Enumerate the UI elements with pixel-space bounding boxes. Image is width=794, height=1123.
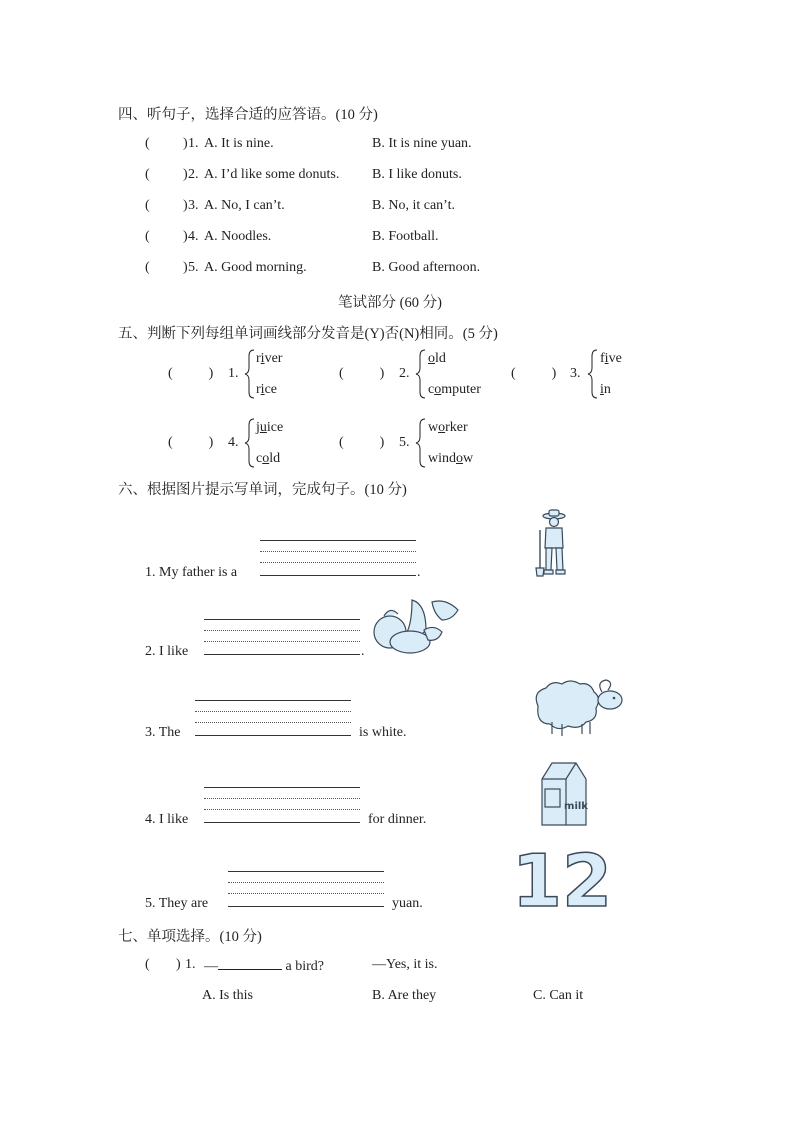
sentence-end: for dinner. [368,812,427,827]
option-b: B. Good afternoon. [372,260,481,275]
written-part-title: 笔试部分 (60 分) [338,295,442,311]
number-12-label: 12 [511,839,613,923]
sentence-end: . [361,644,365,659]
question-number: 2. [188,167,199,182]
option-a: A. Noodles. [204,229,272,244]
sentence-end: yuan. [392,896,423,911]
word-top: five [600,351,622,366]
sheep-picture [530,678,626,738]
group-number: 3. [570,366,581,381]
option-b: B. Are they [372,988,437,1003]
four-line-writing-field[interactable] [204,785,360,825]
word-bottom: cold [256,451,281,466]
option-b: B. No, it can’t. [372,198,455,213]
answer-paren: ( ) [511,366,557,381]
option-b: B. It is nine yuan. [372,136,472,151]
word-top: river [256,351,283,366]
answer-paren: ( ) [339,366,385,381]
answer-paren-open: ( [145,198,150,213]
question-number: 1. [185,957,196,972]
milk-carton-picture [538,761,590,829]
answer-blank[interactable] [218,957,282,970]
group-number: 5. [399,435,410,450]
answer-paren-close: ) [183,260,188,275]
option-a: A. Good morning. [204,260,307,275]
word-top: worker [428,420,468,435]
word-bottom: window [428,451,474,466]
vegetables-picture [372,594,462,658]
answer-paren: ( ) [339,435,385,450]
option-c: C. Can it [533,988,584,1003]
word-bottom: in [600,382,611,397]
brace-5 [416,419,425,467]
answer-paren-close: ) [183,167,188,182]
option-a: A. I’d like some donuts. [204,167,340,182]
word-top: old [428,351,446,366]
answer-paren: ( ) [168,366,214,381]
word-top: juice [256,420,284,435]
section7-heading: 七、单项选择。(10 分) [118,929,262,945]
question-response: —Yes, it is. [372,957,438,972]
milk-label: milk [564,801,588,812]
answer-paren-open: ( [145,229,150,244]
answer-paren-open: ( [145,167,150,182]
question-number: 4. [188,229,199,244]
option-b: B. Football. [372,229,439,244]
answer-paren-close: ) [183,136,188,151]
option-b: B. I like donuts. [372,167,462,182]
sentence-end: . [417,565,421,580]
question-number: 5. [188,260,199,275]
brace-2 [416,350,425,398]
answer-paren: ( ) [168,435,214,450]
sentence-start: 5. They are [145,896,209,911]
answer-paren-close: ) [183,198,188,213]
option-a: A. It is nine. [204,136,274,151]
sentence-end: is white. [359,725,407,740]
group-number: 2. [399,366,410,381]
brace-1 [245,350,254,398]
farmer-picture [530,508,574,580]
sentence-start: 3. The [145,725,181,740]
four-line-writing-field[interactable] [195,698,351,738]
option-a: A. Is this [202,988,253,1003]
answer-paren-close: ) [183,229,188,244]
word-bottom: rice [256,382,277,397]
section6-heading: 六、根据图片提示写单词，完成句子。(10 分) [118,482,407,498]
group-number: 4. [228,435,239,450]
section5-heading: 五、判断下列每组单词画线部分发音是(Y)否(N)相同。(5 分) [118,326,498,342]
sentence-start: 2. I like [145,644,189,659]
question-stem: — a bird? [204,959,324,974]
sentence-start: 4. I like [145,812,189,827]
word-bottom: computer [428,382,481,397]
four-line-writing-field[interactable] [260,538,416,578]
answer-paren-open: ( [145,957,150,972]
option-a: A. No, I can’t. [204,198,285,213]
answer-paren-open: ( [145,260,150,275]
four-line-writing-field[interactable] [228,869,384,909]
section4-heading: 四、听句子，选择合适的应答语。(10 分) [118,107,378,123]
group-number: 1. [228,366,239,381]
question-number: 1. [188,136,199,151]
answer-paren-close: ) [176,957,181,972]
brace-3 [588,350,597,398]
four-line-writing-field[interactable] [204,617,360,657]
brace-4 [245,419,254,467]
sentence-start: 1. My father is a [145,565,238,580]
number-12-picture [511,839,613,923]
question-number: 3. [188,198,199,213]
answer-paren-open: ( [145,136,150,151]
